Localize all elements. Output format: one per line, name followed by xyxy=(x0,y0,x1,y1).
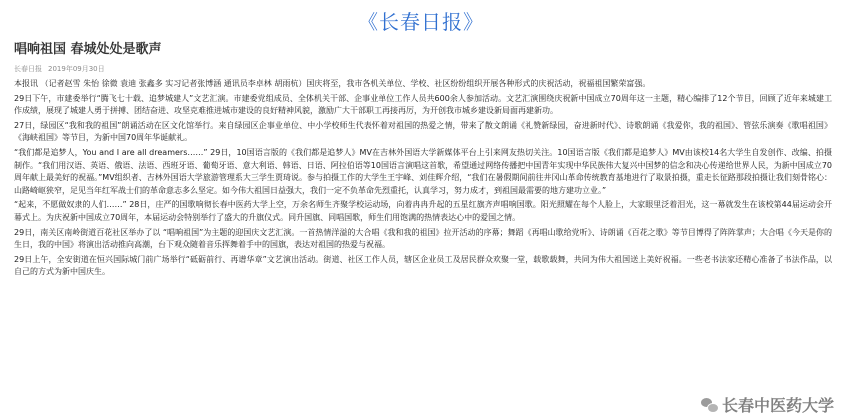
article xyxy=(14,42,832,281)
paragraph-anthem: “起来，不愿做奴隶的人们……” 28日，庄严的国歌响彻长春中医药大学上空，万余名师生齐聚学校运动场，向着冉冉升起的五星红旗齐声唱响国歌。阳光照耀在每个人脸上，大家眼里泛着泪光，这一幕就发生在该校第44届运动会开幕式上。为庆祝新中国成立70周年，本届运动会特别举行了盛大的升旗仪式。同升国旗、同唱国歌，师生们用饱满的热情表达心中的爱国之情。 xyxy=(14,200,832,222)
wechat-icon xyxy=(701,398,717,412)
wechat-watermark xyxy=(701,393,834,416)
paragraph-nanguan: 29日，南关区南岭街道百花社区举办了以 “唱响祖国”为主题的迎国庆文艺汇演。一首热情洋溢的大合唱《我和我的祖国》拉开活动的序幕；舞蹈《再唱山歌给党听》、诗朗诵《百花之歌》等节目博得了阵阵掌声；大合唱《今天是你的生日，我的中国》将演出活动推向高潮，台下观众随着音乐挥舞着手中的国旗，表达对祖国的热爱与祝福。 xyxy=(14,227,832,250)
watermark-text: 长春中医药大学 xyxy=(721,396,834,415)
article-meta xyxy=(14,64,832,74)
article-source: 长春日报 xyxy=(14,65,42,73)
article-date: 2019年09月30日 xyxy=(48,65,105,73)
paragraph-intro: 本报讯 （记者赵雪 朱怡 徐微 袁迪 张鑫多 实习记者张博涵 通讯员李卓林 胡雨杭）国庆将至，我市各机关单位、学校、社区纷纷组织开展各种形式的庆祝活动，祝福祖国繁荣富强。 xyxy=(14,79,651,88)
paragraph-quanan: 29日上午，全安街道在恒兴国际城门前广场举行“砥砺前行、再谱华章”文艺演出活动。街道、社区工作人员，辖区企业员工及居民群众欢聚一堂，载歌载舞，共同为伟大祖国送上美好祝福。一些老书法家还精心准备了书法作品，以自己的方式为新中国庆生。 xyxy=(14,254,832,277)
paragraph-lvyuan: 27日，绿园区“我和我的祖国”朗诵活动在区文化馆举行。来自绿园区企事业单位、中小学校师生代表怀着对祖国的热爱之情，带来了散文朗诵《礼赞新绿园，奋进新时代》、诗歌朗诵《我爱你，我的祖国》、管弦乐演奏《歌唱祖国》《海峡祖国》等节目，为新中国70周年华诞献礼。 xyxy=(14,120,832,143)
newspaper-masthead: 《长春日报》 xyxy=(358,10,484,34)
paragraph-dreamers: “我们都是追梦人，You and I are all dreamers……” 29日，10国语言版的《我们都是追梦人》MV在吉林外国语大学新媒体平台上引来网友热切关注。10国语言版《我们都是追梦人》MV由该校14名大学生自发创作、改编、拍摄制作。“我们用汉语、英语、俄语、法语、西班牙语、葡萄牙语、意大利语、韩语、日语、阿拉伯语等10国语言演唱这首歌，希望通过网络传播把中国青年实现中华民族伟大复兴中国梦的信念和决心传递给世界人民，为新中国成立70周年献上最美好的祝福。”MV组织者、吉林外国语大学旅游管理系大三学生贾琦说。参与拍摄工作的大学生王宇峰、刘佳辉介绍，“我们在暑假期间前往井冈山革命传统教育基地进行了取景拍摄，重走长征路那段拍摄让我们刻骨铭心：山路崎岖狭窄，足见当年红军战士们的革命意志多么坚定。如今伟大祖国日益强大，我们一定不负革命先烈重托，认真学习，努力成才，到祖国最需要的地方建功立业。” xyxy=(14,147,832,195)
article-headline: 唱响祖国 春城处处是歌声 xyxy=(14,42,162,57)
paragraph-construction: 29日下午，市建委举行“腾飞七十载、追梦城建人”文艺汇演。市建委党组成员、全体机关干部、企事业单位工作人员共600余人参加活动。文艺汇演围绕庆祝新中国成立70周年这一主题，精心编排了12个节目，回顾了近年来城建工作成绩，展现了城建人勇于拼搏、团结奋进、攻坚克难推进城市建设的良好精神风貌，激励广大干部职工再接再厉，为开创我市城乡建设新局面再建新功。 xyxy=(14,93,832,116)
